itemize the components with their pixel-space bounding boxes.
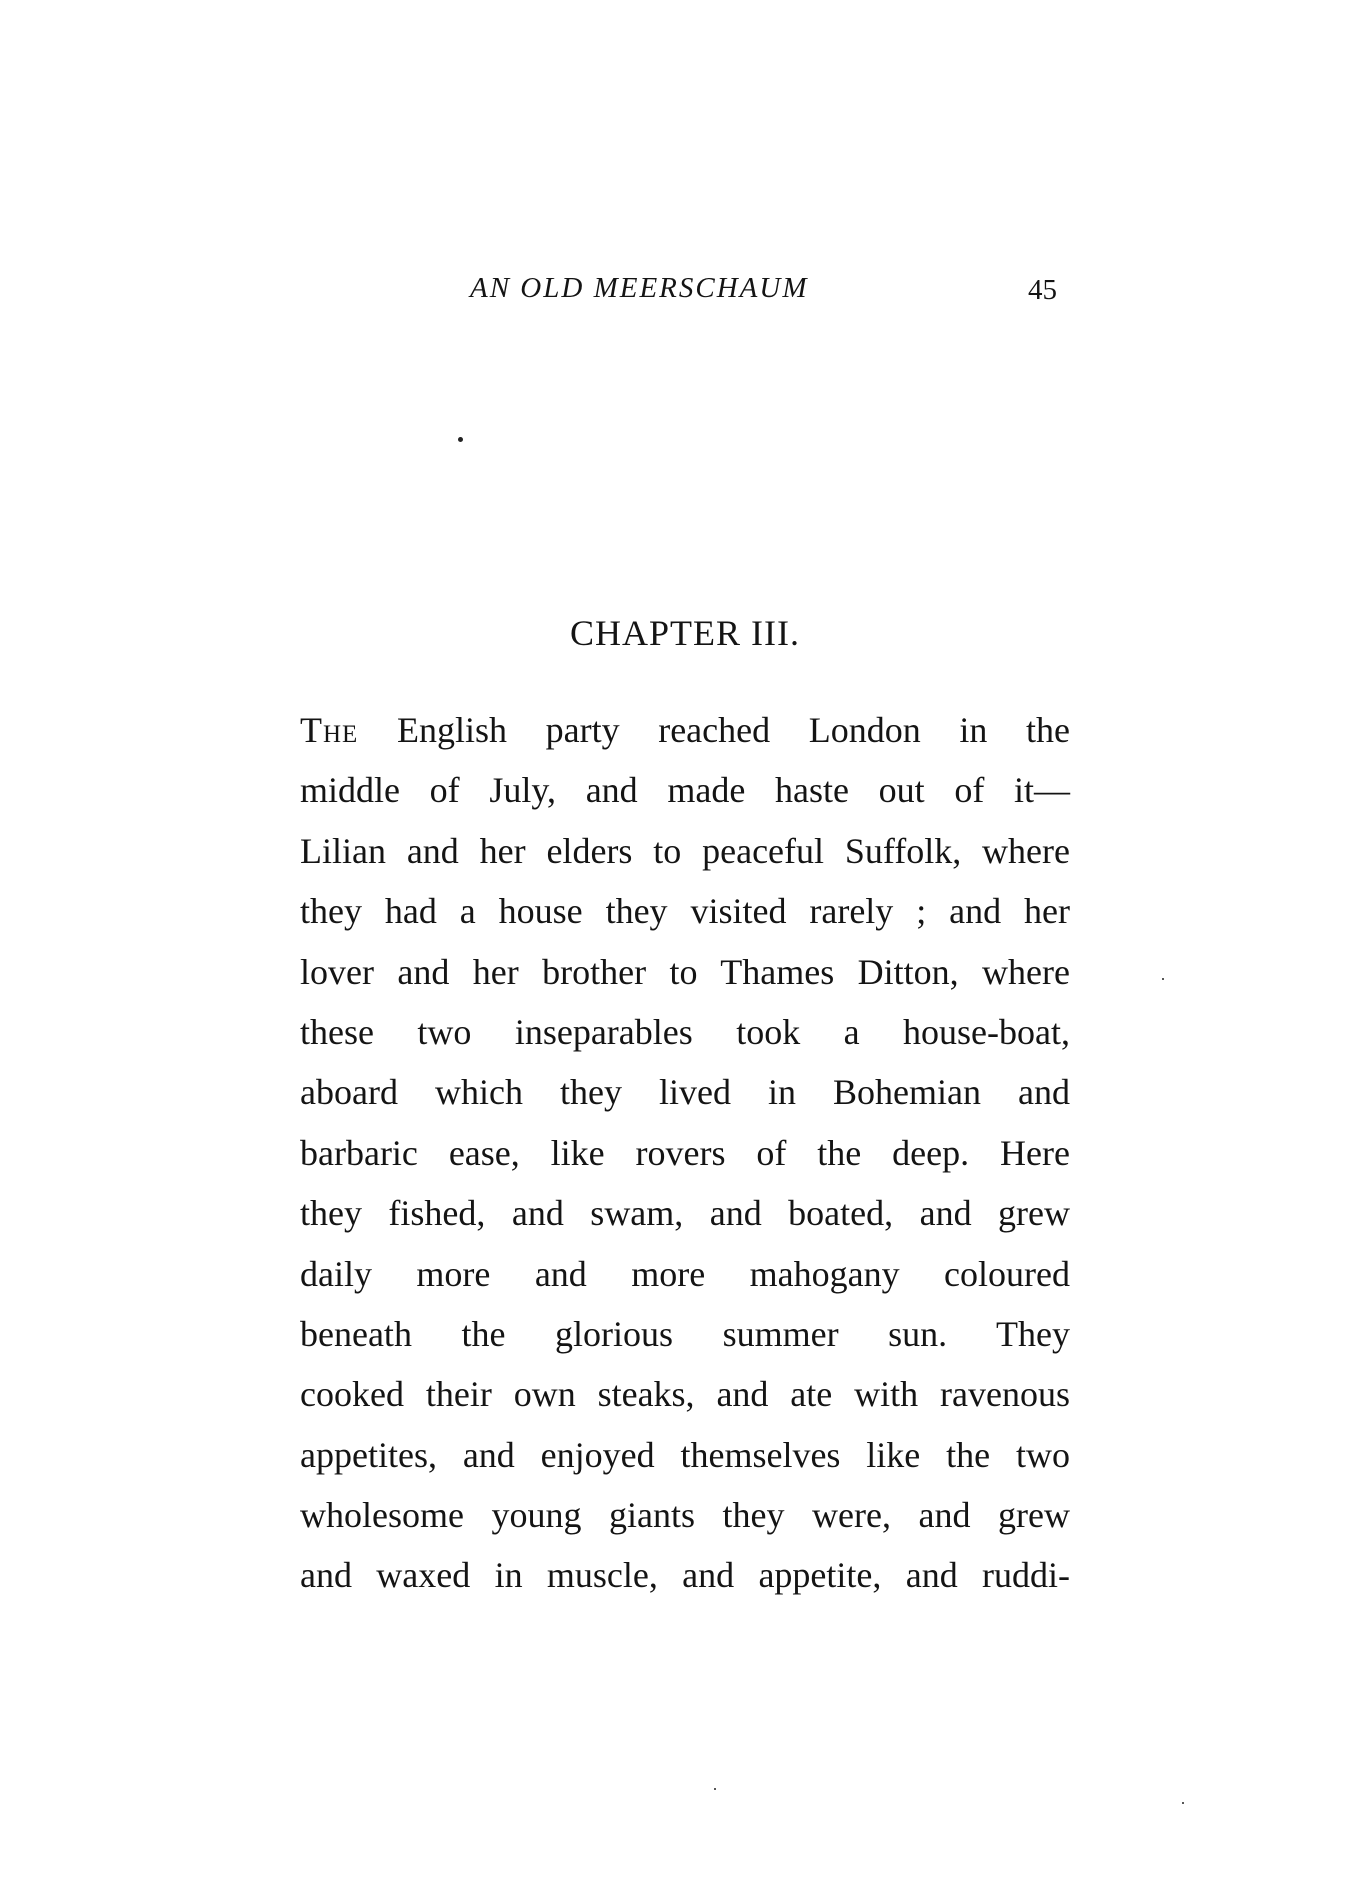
running-title: AN OLD MEERSCHAUM — [470, 272, 809, 304]
text-line: Lilian and her elders to peaceful Suffolk, where — [300, 830, 1070, 871]
first-word: The — [300, 710, 359, 750]
print-speck — [714, 1788, 716, 1790]
text-line: these two inseparables took a house-boat, — [300, 1011, 1070, 1052]
text-line: daily more and more mahogany coloured — [300, 1253, 1070, 1294]
print-speck — [1182, 1802, 1184, 1804]
text-line: wholesome young giants they were, and grew — [300, 1495, 1070, 1536]
text-line: lover and her brother to Thames Ditton, where — [300, 951, 1070, 992]
page-number: 45 — [1028, 274, 1057, 306]
text-line: beneath the glorious summer sun. They — [300, 1313, 1070, 1354]
text-line: they had a house they visited rarely ; and her — [300, 891, 1070, 932]
print-speck — [1162, 978, 1164, 980]
text-line — [300, 700, 1070, 760]
text-line: barbaric ease, like rovers of the deep. Here — [300, 1132, 1070, 1173]
text-line: appetites, and enjoyed themselves like the two — [300, 1434, 1070, 1475]
text-line: and waxed in muscle, and appetite, and ruddi- — [300, 1555, 1070, 1596]
text-line: they fished, and swam, and boated, and grew — [300, 1193, 1070, 1234]
chapter-body — [300, 700, 1070, 1606]
print-speck — [458, 437, 463, 442]
text-line: cooked their own steaks, and ate with ravenous — [300, 1374, 1070, 1415]
text-line: aboard which they lived in Bohemian and — [300, 1072, 1070, 1113]
first-line-rest: English party reached London in the — [396, 710, 1070, 750]
running-head — [300, 272, 1070, 320]
chapter-heading: CHAPTER III. — [570, 613, 800, 653]
text-line: middle of July, and made haste out of it— — [300, 770, 1070, 811]
